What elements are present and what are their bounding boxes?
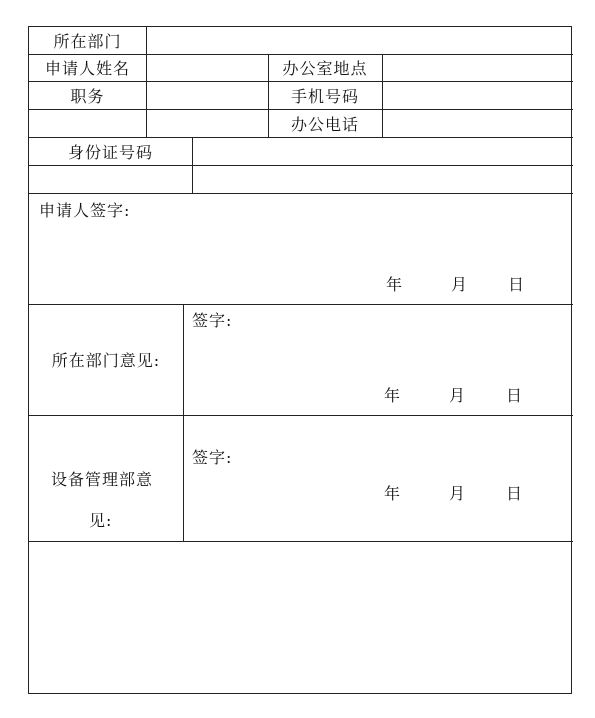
dept-month-label: 月: [449, 386, 467, 405]
applicant-year-label: 年: [386, 275, 404, 294]
application-form: [28, 26, 572, 694]
dept-field[interactable]: [153, 30, 567, 53]
position-field[interactable]: [153, 85, 265, 108]
applicant-month-label: 月: [451, 275, 469, 294]
column-divider: [382, 54, 383, 137]
id-extra-field-right[interactable]: [199, 169, 569, 192]
extra-field-left[interactable]: [35, 113, 143, 136]
position-label: 职务: [70, 86, 105, 106]
equip-day-label: 日: [506, 484, 524, 503]
office-phone-label: 办公电话: [290, 114, 359, 134]
id-number-label: 身份证号码: [67, 142, 153, 162]
equip-year-label: 年: [384, 484, 402, 503]
row-divider: [29, 165, 573, 166]
applicant-name-label: 申请人姓名: [44, 59, 130, 78]
dept-label: 所在部门: [53, 32, 122, 51]
dept-day-label: 日: [506, 386, 524, 405]
dept-year-label: 年: [384, 386, 402, 405]
applicant-day-label: 日: [508, 275, 526, 294]
dept-opinion-label: 所在部门意见:: [51, 351, 161, 370]
column-divider: [192, 137, 193, 193]
mobile-label: 手机号码: [290, 86, 359, 106]
dept-signature-label: 签字:: [192, 311, 233, 330]
office-phone-field[interactable]: [389, 113, 569, 136]
applicant-signature-label: 申请人签字:: [39, 201, 131, 220]
row-divider: [29, 193, 573, 194]
equip-signature-label: 签字:: [192, 448, 233, 467]
mobile-field[interactable]: [389, 85, 569, 108]
equip-dept-opinion-label-line1: 设备管理部意: [51, 470, 154, 489]
id-number-field[interactable]: [199, 141, 569, 164]
equip-month-label: 月: [449, 484, 467, 503]
extra-field-middle[interactable]: [153, 113, 265, 136]
column-divider: [146, 27, 147, 137]
office-location-label: 办公室地点: [282, 59, 368, 78]
column-divider: [183, 304, 184, 541]
applicant-name-field[interactable]: [153, 57, 265, 80]
blank-notes-area[interactable]: [29, 542, 571, 693]
row-divider: [29, 415, 573, 416]
id-extra-field-left[interactable]: [35, 169, 189, 192]
equip-dept-opinion-label-line2: 见:: [89, 511, 113, 530]
office-location-field[interactable]: [389, 57, 569, 80]
